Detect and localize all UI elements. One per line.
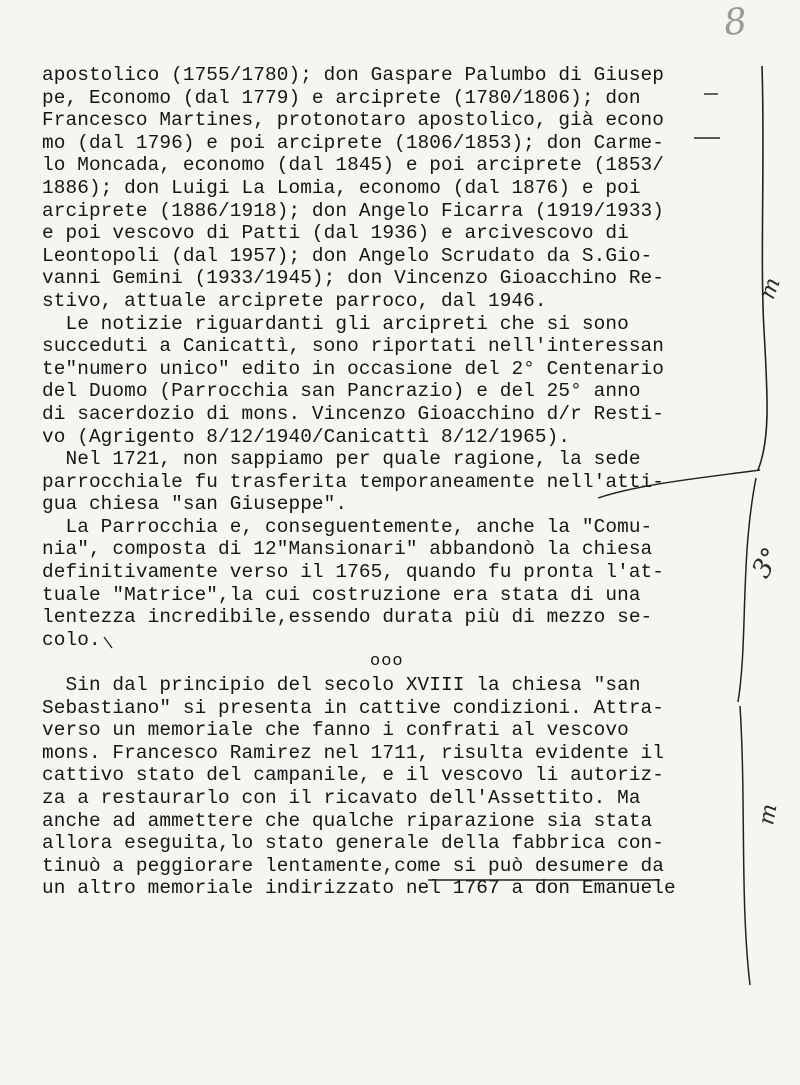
margin-note: m [755, 274, 786, 303]
text-line: anche ad ammettere che qualche riparazione sia stata [42, 809, 653, 832]
text-line: za a restaurarlo con il ricavato dell'Assettito. Ma [42, 787, 641, 809]
text-line: di sacerdozio di mons. Vincenzo Gioacchino d/r Resti- [42, 402, 665, 425]
margin-note: 3° [746, 542, 788, 584]
text-line: parrocchiale fu trasferita temporaneamente nell'atti- [42, 470, 665, 493]
text-line: nia", composta di 12"Mansionari" abbandonò la chiesa [42, 538, 653, 561]
text-line: e poi vescovo di Patti (dal 1936) e arcivescovo di [42, 222, 629, 245]
section-separator: ooo [370, 652, 404, 672]
text-line: pe, Economo (dal 1779) e arciprete (1780/1806); don [42, 86, 641, 109]
text-line: vanni Gemini (1933/1945); don Vincenzo Gioacchino Re- [42, 267, 665, 290]
text-line: lentezza incredibile,essendo durata più di mezzo se- [42, 606, 653, 629]
text-line: allora eseguita,lo stato generale della fabbrica con- [42, 832, 665, 855]
text-line: lo Moncada, economo (dal 1845) e poi arciprete (1853/ [42, 154, 665, 177]
text-line: apostolico (1755/1780); don Gaspare Palumbo di Giusep [42, 64, 665, 86]
text-line: stivo, attuale arciprete parroco, dal 1946. [42, 289, 547, 312]
text-line: cattivo stato del campanile, e il vescovo li autoriz- [42, 764, 665, 787]
text-line: arciprete (1886/1918); don Angelo Ficarra (1919/1933) [42, 199, 665, 222]
text-line: colo. [42, 628, 101, 651]
text-line: La Parrocchia e, conseguentemente, anche la "Comu- [42, 515, 653, 538]
text-line: definitivamente verso il 1765, quando fu pronta l'at- [42, 561, 665, 584]
text-line: Francesco Martines, protonotaro apostolico, già econo [42, 109, 665, 132]
text-line: mo (dal 1796) e poi arciprete (1806/1853); don Carme- [42, 131, 665, 154]
text-line: 1886); don Luigi La Lomia, economo (dal 1876) e poi [42, 176, 641, 199]
text-line: succeduti a Canicattì, sono riportati nell'interessan [42, 335, 665, 358]
text-line: vo (Agrigento 8/12/1940/Canicattì 8/12/1965). [42, 425, 571, 448]
body-text [42, 64, 762, 900]
page-number: 8 [721, 0, 749, 45]
text-line: mons. Francesco Ramirez nel 1711, risulta evidente il [42, 741, 665, 764]
text-line: tinuò a peggiorare lentamente,come si può desumere da [42, 854, 665, 877]
text-line: del Duomo (Parrocchia san Pancrazio) e del 25° anno [42, 380, 641, 403]
text-line: Sebastiano" si presenta in cattive condizioni. Attra- [42, 696, 665, 719]
text-line: tuale "Matrice",la cui costruzione era stata di una [42, 583, 641, 606]
text-line: un altro memoriale indirizzato nel 1767 a don Emanuele [42, 877, 676, 900]
text-line: Nel 1721, non sappiamo per quale ragione, la sede [42, 448, 641, 471]
margin-note: m [754, 802, 783, 827]
text-line: verso un memoriale che fanno i confrati al vescovo [42, 719, 629, 742]
text-line: te"numero unico" edito in occasione del 2° Centenario [42, 357, 665, 380]
text-line: Le notizie riguardanti gli arcipreti che si sono [42, 312, 629, 335]
text-line: Leontopoli (dal 1957); don Angelo Scrudato da S.Gio- [42, 244, 653, 267]
text-line: Sin dal principio del secolo XVIII la chiesa "san [42, 674, 641, 697]
text-line: gua chiesa "san Giuseppe". [42, 493, 348, 516]
